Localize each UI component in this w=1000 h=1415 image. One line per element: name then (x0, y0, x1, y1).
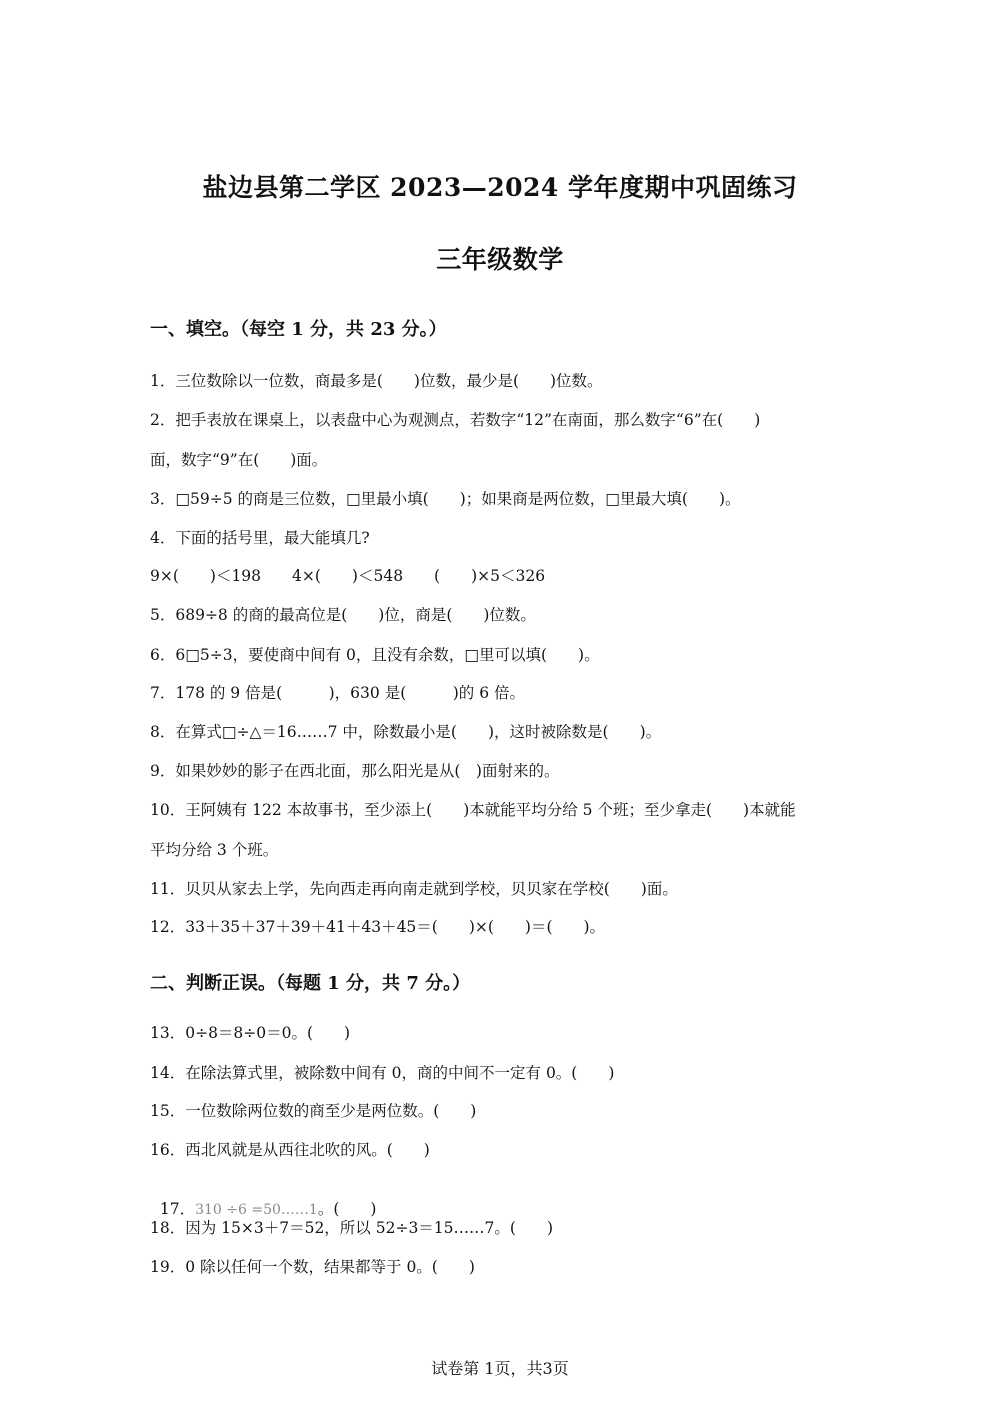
answer-bracket: 。( ) (317, 1200, 377, 1218)
question-line: 10．王阿姨有 122 本故事书，至少添上( )本就能平均分给 5 个班；至少拿走( )本就能 (150, 801, 796, 819)
question-line: 4．下面的括号里，最大能填几? (150, 529, 370, 547)
question-line: 8．在算式□÷△＝16……7 中，除数最小是( )，这时被除数是( )。 (150, 723, 662, 741)
exam-title: 盐边县第二学区 2023—2024 学年度期中巩固练习 (202, 173, 798, 202)
question-line: 12．33＋35＋37＋39＋41＋43＋45＝( )×( )＝( )。 (150, 918, 606, 936)
question-line (150, 1179, 376, 1220)
question-line: 16．西北风就是从西往北吹的风。( ) (150, 1141, 430, 1159)
question-number: 17． (159, 1200, 196, 1218)
question-line: 平均分给 3 个班。 (150, 841, 279, 859)
question-line: 面，数字“9”在( )面。 (150, 451, 328, 469)
question-line: 1．三位数除以一位数，商最多是( )位数，最少是( )位数。 (150, 372, 603, 390)
question-line: 9．如果妙妙的影子在西北面，那么阳光是从( )面射来的。 (150, 762, 560, 780)
question-line: 5．689÷8 的商的最高位是( )位，商是( )位数。 (150, 606, 536, 624)
section-heading-true-false: 二、判断正误。（每题 1 分，共 7 分。） (150, 973, 471, 994)
question-line: 11．贝贝从家去上学，先向西走再向南走就到学校，贝贝家在学校( )面。 (150, 880, 678, 898)
page-footer: 试卷第 1页，共3页 (431, 1359, 569, 1378)
question-line: 3．□59÷5 的商是三位数，□里最小填( )；如果商是两位数，□里最大填( )。 (150, 490, 741, 508)
formula-image: 310 ÷6 =50……1 (195, 1202, 318, 1218)
question-line: 2．把手表放在课桌上，以表盘中心为观测点，若数字“12”在南面，那么数字“6”在( ) (150, 411, 761, 429)
question-line: 15．一位数除两位数的商至少是两位数。( ) (150, 1102, 477, 1120)
question-line: 7．178 的 9 倍是( )，630 是( )的 6 倍。 (150, 684, 526, 702)
question-line: 19．0 除以任何一个数，结果都等于 0。( ) (150, 1258, 475, 1276)
question-line: 18．因为 15×3＋7＝52，所以 52÷3＝15……7。( ) (150, 1219, 553, 1237)
question-line: 14．在除法算式里，被除数中间有 0，商的中间不一定有 0。( ) (150, 1064, 615, 1082)
section-heading-fill-in: 一、填空。（每空 1 分，共 23 分。） (150, 319, 447, 340)
question-line: 6．6□5÷3，要使商中间有 0，且没有余数，□里可以填( )。 (150, 646, 600, 664)
question-line: 13．0÷8＝8÷0＝0。( ) (150, 1024, 351, 1042)
question-line: 9×( )＜198 4×( )＜548 ( )×5＜326 (150, 567, 546, 585)
exam-subtitle: 三年级数学 (436, 245, 564, 274)
